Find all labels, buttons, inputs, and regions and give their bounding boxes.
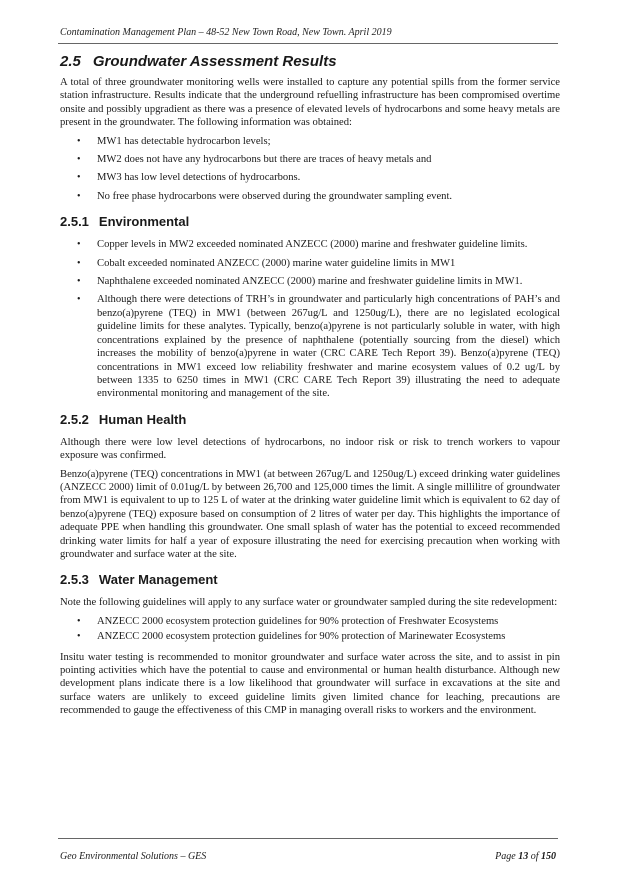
- header-divider: [58, 43, 558, 44]
- section-heading: [60, 53, 560, 70]
- list-item: [60, 238, 560, 251]
- bullet-icon: •: [77, 154, 81, 166]
- paragraph: Note the following guidelines will apply to any surface water or groundwater sampled during the site redevelopment:: [60, 597, 558, 609]
- bullet-icon: •: [77, 276, 81, 288]
- list-item: [60, 293, 560, 400]
- paragraph: Benzo(a)pyrene (TEQ) concentrations in MW1 (at between 267ug/L and 1250ug/L) exceed drinking water guidelines (ANZECC 2000) limit of 0.01ug/L by between 26,700 and 125,000 times the limit. A single millilitre of groundwater from MW1 is equivalent to up to 125 L of water at the drinking water guideline limit which is equivalent to 62 day of benzo(a)pyrene (TEQ) exposure based on consumption of 2 litres of water per day. This highlights the importance of adequate PPE when handling this groundwater. One small splash of water has the potential to exceed recommended drinking water limits for half a year of exposure illustrating the need for exercising precaution when working with groundwater and surface water at the site.: [60, 468, 560, 560]
- subsection-title: Human Health: [98, 411, 187, 427]
- subsection-heading-water-management: [60, 572, 560, 587]
- section-number: 2.5: [60, 53, 81, 70]
- bullet-icon: •: [77, 631, 81, 643]
- paragraph: Although there were low level detections of hydrocarbons, no indoor risk or risk to trench workers to vapour exposure was confirmed.: [60, 436, 560, 462]
- subsection-heading-environmental: [60, 214, 560, 229]
- subsection-number: 2.5.2: [60, 411, 89, 427]
- page-total: 150: [541, 851, 556, 862]
- footer-company: Geo Environmental Solutions – GES: [60, 851, 207, 862]
- section-intro: A total of three groundwater monitoring wells were installed to capture any potential spills from the former service station infrastructure. Results indicate that the underground refuelling infrastructure has been compromised overtime onsite and possibly upgradient as there was a presence of elevated levels of hydrocarbons and some heavy metals are present in the groundwater. The following information was obtained:: [60, 77, 560, 129]
- list-item-text: MW2 does not have any hydrocarbons but there are traces of heavy metals and: [97, 154, 432, 166]
- list-item-text: No free phase hydrocarbons were observed during the groundwater sampling event.: [97, 190, 453, 202]
- list-item: [60, 171, 560, 184]
- section-title: Groundwater Assessment Results: [92, 53, 337, 70]
- page-content: [60, 53, 560, 723]
- list-item: [60, 630, 560, 643]
- bullet-icon: •: [77, 615, 81, 627]
- page-of: of: [528, 851, 541, 862]
- subsection-title: Water Management: [98, 572, 218, 588]
- list-item: [60, 275, 560, 288]
- list-item-text: MW1 has detectable hydrocarbon levels;: [97, 135, 271, 147]
- list-item: [60, 257, 560, 270]
- list-item: [60, 190, 560, 203]
- paragraph: Insitu water testing is recommended to monitor groundwater and surface water across the site, and to assist in pin pointing activities which have the potential to cause and environmental or human health disturbance. Although new development plans indicate there is a low likelihood that groundwater will surface in excavations at the site and surface waters are unlikely to exceed guideline limits given limited chance for leaching, precautions are recommended to gauge the effectiveness of this CMP in managing overall risks to workers and the environment.: [60, 651, 560, 717]
- footer-divider: [58, 838, 558, 839]
- page-prefix: Page: [495, 851, 519, 862]
- running-header: Contamination Management Plan – 48-52 New Town Road, New Town. April 2019: [60, 27, 392, 38]
- subsection-title: Environmental: [98, 214, 190, 230]
- list-item-text: Cobalt exceeded nominated ANZECC (2000) marine water guideline limits in MW1: [97, 257, 456, 269]
- page-current: 13: [518, 851, 529, 862]
- list-item: [60, 153, 560, 166]
- list-item: [60, 615, 560, 628]
- bullet-icon: •: [77, 294, 81, 306]
- list-item: [60, 135, 560, 148]
- findings-list: [60, 135, 560, 204]
- bullet-icon: •: [77, 135, 81, 147]
- list-item-text: Although there were detections of TRH’s in groundwater and particularly high concentrations of PAH’s and benzo(a)pyrene (TEQ) in MW1 (between 267ug/L and 1250ug/L), there are no legislated ecological guideline limits for these analytes. Typically, benzo(a)pyrene is not particularly soluble in water, with high concentrations explained by the presence of naphthalene (potentially sourcing from the diesel) which increases the mobility of benzo(a)pyrene in water (CRC CARE Tech Report 39). Benzo(a)pyrene (TEQ) concentrations in MW1 exceed low reliability freshwater and marine ecosystem values of 0.2 ug/L by between 1335 to 6250 times in MW1 (CRC CARE Tech Report 39) illustrating the need to adequate environmental monitoring and management of the site.: [97, 294, 560, 400]
- list-item-text: ANZECC 2000 ecosystem protection guidelines for 90% protection of Freshwater Ecosystems: [97, 615, 499, 627]
- list-item-text: Copper levels in MW2 exceeded nominated ANZECC (2000) marine and freshwater guideline limits.: [97, 239, 528, 251]
- subsection-number: 2.5.1: [60, 214, 89, 230]
- list-item-text: MW3 has low level detections of hydrocarbons.: [97, 172, 301, 184]
- bullet-icon: •: [77, 239, 81, 251]
- subsection-heading-human-health: [60, 412, 560, 427]
- environmental-list: [60, 238, 560, 400]
- subsection-number: 2.5.3: [60, 572, 89, 588]
- list-item-text: Naphthalene exceeded nominated ANZECC (2000) marine and freshwater guideline limits in MW1.: [97, 276, 523, 288]
- bullet-icon: •: [77, 172, 81, 184]
- list-item-text: ANZECC 2000 ecosystem protection guidelines for 90% protection of Marinewater Ecosystems: [97, 631, 506, 643]
- bullet-icon: •: [77, 190, 81, 202]
- page-number: [495, 851, 556, 862]
- bullet-icon: •: [77, 257, 81, 269]
- guidelines-list: [60, 615, 560, 644]
